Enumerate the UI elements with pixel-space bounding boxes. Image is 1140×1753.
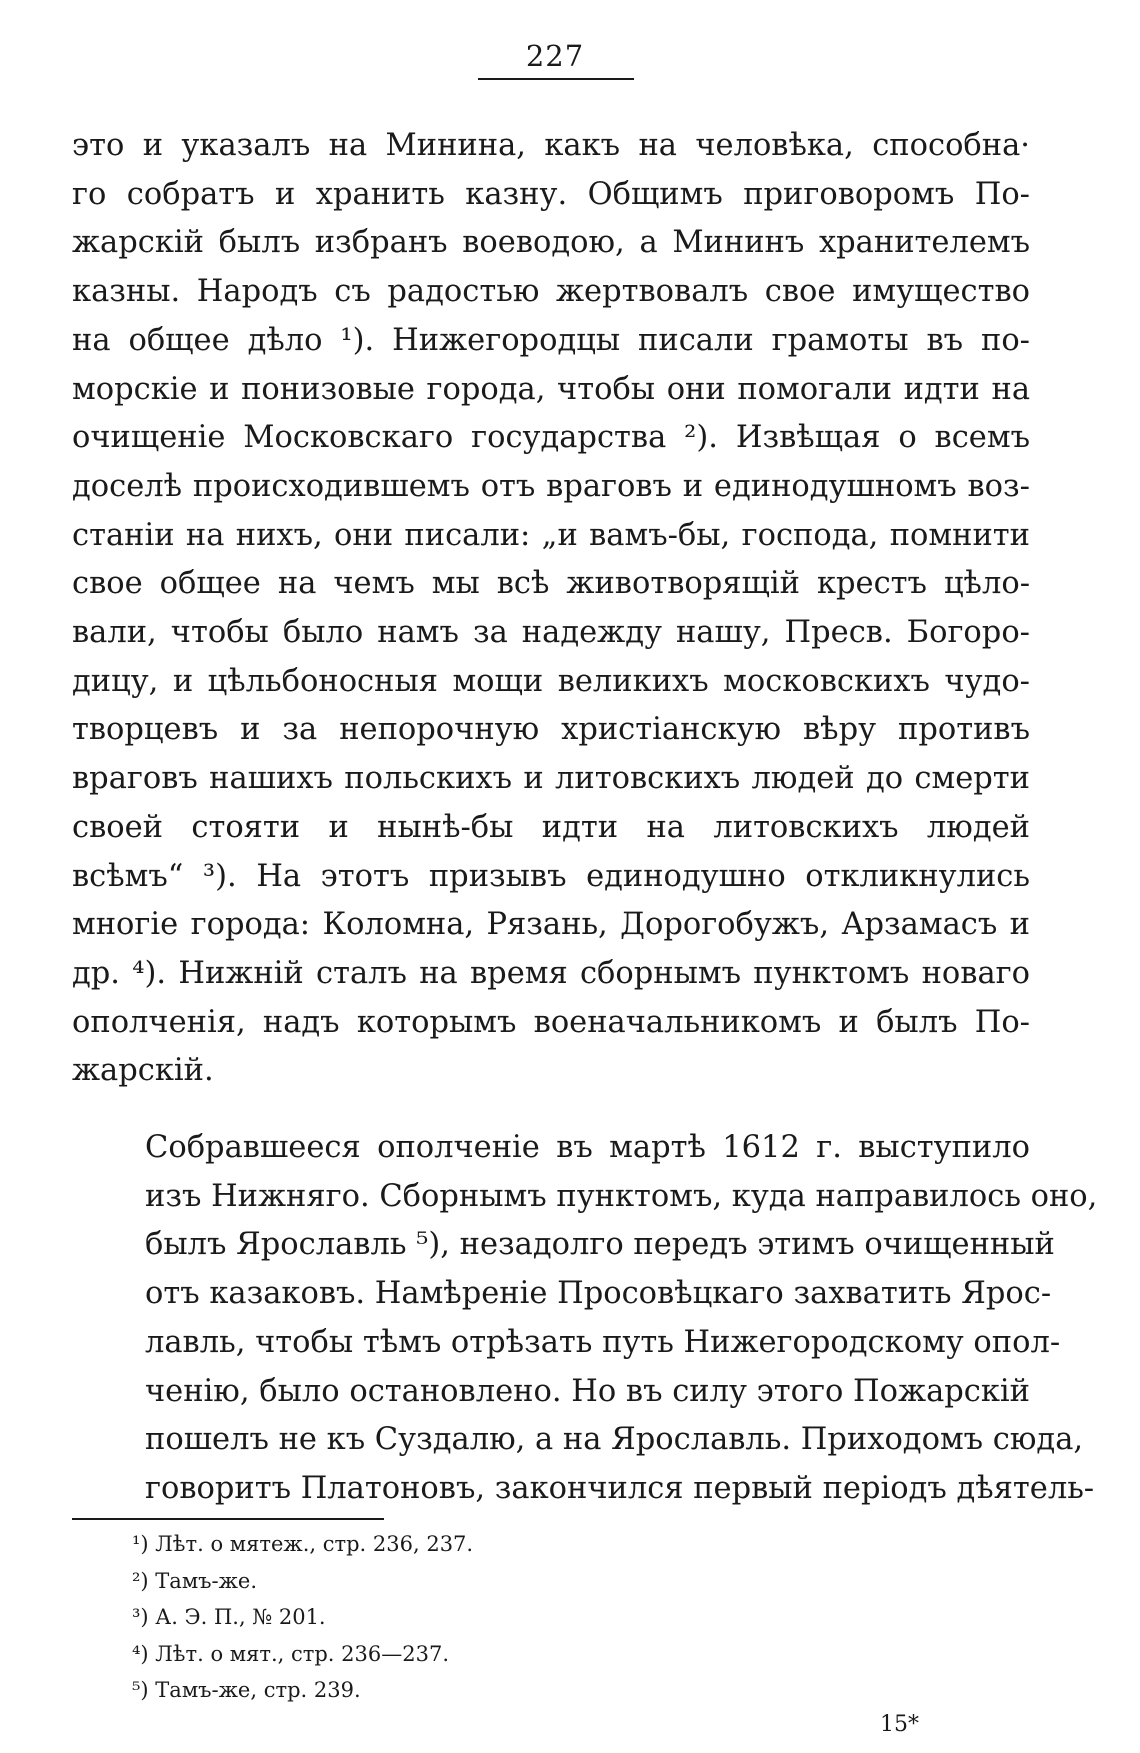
footnote-4: ⁴) Лѣт. о мят., стр. 236—237.: [132, 1641, 449, 1666]
footnotes: [132, 1526, 932, 1709]
footnote-1: ¹) Лѣт. о мятеж., стр. 236, 237.: [132, 1532, 474, 1556]
text-line: изъ Нижняго. Сборнымъ пунктомъ, куда направилось оно,: [145, 1178, 1098, 1214]
text-line: очищеніе Московскаго государства ²). Извѣщая о всемъ: [72, 420, 1030, 456]
text-line: жарскій былъ избранъ воеводою, а Mининъ хранителемъ: [72, 225, 1030, 261]
text-line: это и указалъ на Минина, какъ на человѣка, способна·: [72, 128, 1030, 163]
text-line: враговъ нашихъ польскихъ и литовскихъ людей до смерти: [72, 761, 1030, 797]
footnote-rule: [72, 1518, 384, 1520]
text-line: отъ казаковъ. Намѣреніе Просовѣцкаго захватить Ярос-: [145, 1276, 1052, 1312]
text-line: всѣмъ“ ³). На этотъ призывъ единодушно откликнулись: [72, 858, 1030, 894]
footnote-3: ³) А. Э. П., № 201.: [132, 1605, 326, 1629]
signature-mark: 15*: [880, 1712, 919, 1737]
header-rule: [478, 78, 634, 80]
text-line: на общее дѣло ¹). Нижегородцы писали грамоты въ по-: [72, 322, 1030, 358]
text-line: вали, чтобы было намъ за надежду нашу, Пресв. Богоро-: [72, 615, 1030, 651]
text-line: морскіе и понизовые города, чтобы они помогали идти на: [72, 371, 1030, 407]
text-line: дицу, и цѣльбоносныя мощи великихъ московскихъ чудо-: [72, 663, 1030, 699]
text-line: доселѣ происходившемъ отъ враговъ и единодушномъ воз-: [72, 468, 1030, 504]
text-line: казны. Народъ съ радостью жертвовалъ свое имущество: [72, 274, 1030, 310]
text-line: ополченія, надъ которымъ военачальникомъ и былъ По-: [72, 1004, 1030, 1040]
text-line: своей стояти и нынѣ-бы идти на литовскихъ людей: [72, 809, 1030, 845]
text-line: многіе города: Коломна, Рязань, Дорогобужъ, Арзамасъ и: [72, 907, 1030, 943]
body-paragraph-2: [72, 1124, 1098, 1514]
text-line: свое общее на чемъ мы всѣ животворящій крестъ цѣло-: [72, 566, 1030, 602]
text-line: пошелъ не къ Суздалю, а на Ярославль. Приходомъ сюда,: [145, 1422, 1084, 1458]
text-line: былъ Ярославль ⁵), незадолго передъ этимъ очищенный: [145, 1227, 1055, 1263]
text-line: говоритъ Платоновъ, закончился первый періодъ дѣятель-: [145, 1470, 1095, 1506]
text-line: го собратъ и хранить казну. Общимъ приговоромъ По-: [72, 176, 1030, 212]
text-line: лавль, чтобы тѣмъ отрѣзать путь Нижегородскому опол-: [145, 1324, 1061, 1360]
footnote-2: ²) Тамъ-же.: [132, 1568, 258, 1593]
text-line: ченію, было остановлено. Но въ силу этого Пожарскій: [145, 1373, 1030, 1409]
text-line: творцевъ и за непорочную христіанскую вѣру противъ: [72, 712, 1030, 748]
text-line: Собравшееся ополченіе въ мартѣ 1612 г. выступило: [145, 1130, 1030, 1165]
page-number: 227: [525, 39, 585, 73]
text-line: станіи на нихъ, они писали: „и вамъ-бы, господа, помнити: [72, 517, 1030, 553]
text-line: жарскій.: [72, 1053, 214, 1089]
body-paragraph-1: [72, 122, 1030, 1096]
text-line: др. ⁴). Нижній сталъ на время сборнымъ пунктомъ новаго: [72, 955, 1030, 991]
footnote-5: ⁵) Тамъ-же, стр. 239.: [132, 1678, 361, 1702]
